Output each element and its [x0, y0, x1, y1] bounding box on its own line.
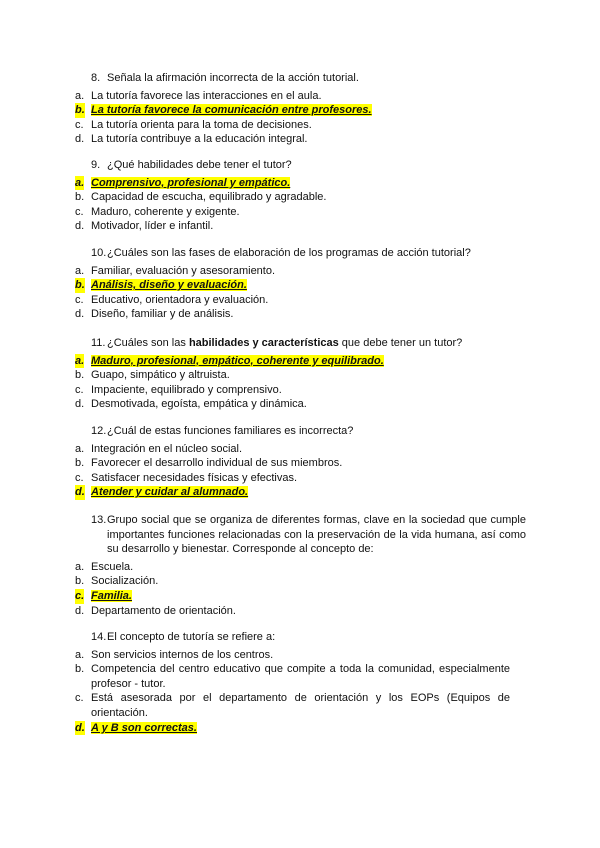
question-number: 13. — [91, 514, 107, 526]
question-10 — [75, 246, 531, 322]
option-a: a. Escuela. — [75, 560, 134, 573]
option-d-correct: d. A y B son correctas. — [75, 721, 197, 734]
option-d-correct: d. Atender y cuidar al alumnado. — [75, 486, 249, 499]
option-c: c. Educativo, orientadora y evaluación. — [75, 293, 269, 306]
question-stem: Señala la afirmación incorrecta de la acción tutorial. — [107, 72, 359, 84]
question-stem: ¿Cuáles son las fases de elaboración de los programas de acción tutorial? — [107, 247, 471, 259]
question-9 — [75, 158, 511, 234]
question-number: 9. — [91, 159, 101, 171]
option-a-correct: a. Comprensivo, profesional y empático. — [75, 176, 291, 189]
option-a: a. Son servicios internos de los centros. — [75, 648, 274, 661]
option-a: a. Integración en el núcleo social. — [75, 442, 243, 455]
option-c: c. Impaciente, equilibrado y comprensivo. — [75, 383, 282, 396]
option-b: b. Capacidad de escucha, equilibrado y agradable. — [75, 191, 327, 204]
question-number: 8. — [91, 72, 101, 84]
question-stem: ¿Qué habilidades debe tener el tutor? — [107, 159, 292, 171]
option-d: d. Diseño, familiar y de análisis. — [75, 308, 234, 321]
option-d: d. Motivador, líder e infantil. — [75, 220, 214, 233]
option-d: d. La tutoría contribuye a la educación integral. — [75, 133, 308, 146]
question-number: 10. — [91, 247, 107, 259]
question-stem: Grupo social que se organiza de diferentes formas, clave en la sociedad que cumple importantes funciones relacionadas con la preservación de la vida humana, así como su desarrollo y bienestar. Corresponde al concepto de: — [107, 514, 526, 556]
question-number: 14. — [91, 631, 107, 643]
option-b: b. Guapo, simpático y altruista. — [75, 369, 230, 382]
option-d: d. Departamento de orientación. — [75, 604, 236, 617]
question-13 — [75, 513, 526, 618]
option-b-correct: b. La tutoría favorece la comunicación entre profesores. — [75, 104, 372, 117]
option-b: b. Socialización. — [75, 575, 159, 588]
option-c: c. Está asesorada por el departamento de orientación y los EOPs (Equipos de orientación. — [75, 692, 510, 719]
option-c: c. Satisfacer necesidades físicas y efectivas. — [75, 471, 298, 484]
option-a: a. La tutoría favorece las interacciones en el aula. — [75, 89, 322, 102]
option-c-correct: c. Familia. — [75, 589, 132, 602]
option-d: d. Desmotivada, egoísta, empática y dinámica. — [75, 398, 307, 411]
option-b: b. Favorecer el desarrollo individual de sus miembros. — [75, 457, 343, 470]
question-11 — [75, 336, 531, 412]
question-number: 12. — [91, 425, 107, 437]
question-14 — [75, 630, 510, 735]
question-8 — [75, 71, 511, 147]
question-number: 11. — [91, 337, 106, 349]
option-c: c. La tutoría orienta para la toma de decisiones. — [75, 118, 312, 131]
question-12 — [75, 424, 511, 500]
option-a: a. Familiar, evaluación y asesoramiento. — [75, 264, 276, 277]
option-b-correct: b. Análisis, diseño y evaluación. — [75, 279, 247, 292]
question-stem: El concepto de tutoría se refiere a: — [107, 631, 276, 643]
question-stem: ¿Cuál de estas funciones familiares es incorrecta? — [107, 425, 354, 437]
option-a-correct: a. Maduro, profesional, empático, coherente y equilibrado. — [75, 354, 384, 367]
option-b: b. Competencia del centro educativo que compite a toda la comunidad, especialmente profesor - tutor. — [75, 663, 510, 690]
option-c: c. Maduro, coherente y exigente. — [75, 205, 240, 218]
question-stem: ¿Cuáles son las habilidades y características que debe tener un tutor? — [107, 337, 463, 349]
